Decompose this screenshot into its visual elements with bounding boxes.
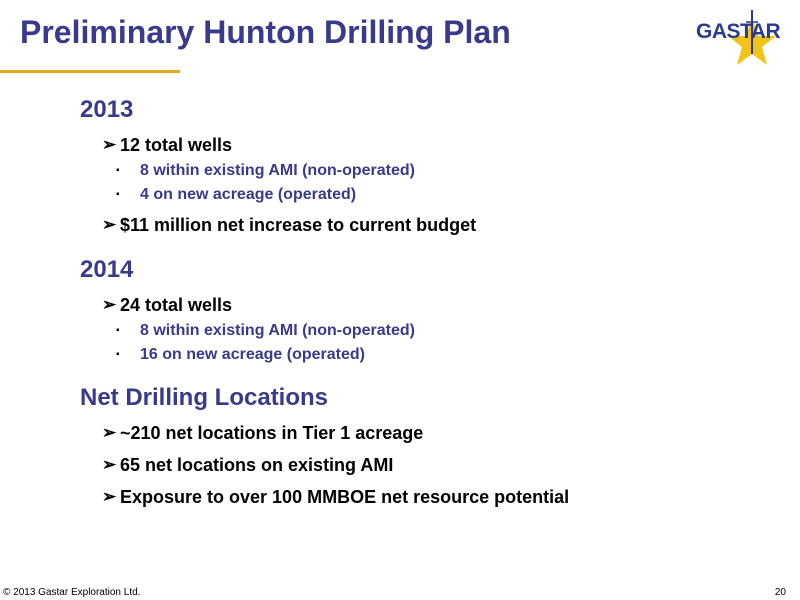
bullet-item — [102, 132, 780, 158]
bullet-item — [102, 212, 780, 238]
section-2014 — [80, 256, 780, 366]
title-underline — [0, 70, 180, 73]
sub-bullet-text: 4 on new acreage (operated) — [140, 186, 357, 203]
bullet-text: $11 million net increase to current budget — [120, 215, 477, 235]
bullet-item — [102, 292, 780, 318]
sub-bullet-item — [116, 320, 780, 342]
bullet-text: 24 total wells — [120, 295, 233, 315]
footer-copyright: © 2013 Gastar Exploration Ltd. — [3, 587, 141, 598]
arrow-bullet-icon: ➢ — [102, 215, 117, 234]
square-bullet-icon: ▪ — [116, 165, 120, 176]
bullet-item — [102, 484, 780, 510]
page-number: 20 — [774, 587, 786, 598]
section-heading: 2013 — [80, 96, 134, 123]
logo-text: GASTAR — [696, 20, 781, 43]
sub-bullet-text: 8 within existing AMI (non-operated) — [140, 322, 415, 339]
bullet-text: 65 net locations on existing AMI — [120, 455, 394, 475]
bullet-text: ~210 net locations in Tier 1 acreage — [120, 423, 424, 443]
sub-bullet-item — [116, 160, 780, 182]
square-bullet-icon: ▪ — [116, 189, 120, 200]
arrow-bullet-icon: ➢ — [102, 487, 117, 506]
arrow-bullet-icon: ➢ — [102, 455, 117, 474]
section-2013 — [80, 96, 780, 238]
bullet-item — [102, 452, 780, 478]
bullet-text: Exposure to over 100 MMBOE net resource potential — [120, 487, 570, 507]
arrow-bullet-icon: ➢ — [102, 295, 117, 314]
sub-bullet-text: 8 within existing AMI (non-operated) — [140, 162, 415, 179]
section-net-drilling-locations — [80, 384, 780, 510]
slide-body — [80, 96, 780, 516]
arrow-bullet-icon: ➢ — [102, 423, 117, 442]
sub-bullet-item — [116, 344, 780, 366]
square-bullet-icon: ▪ — [116, 325, 120, 336]
sub-bullet-text: 16 on new acreage (operated) — [140, 346, 365, 363]
bullet-text: 12 total wells — [120, 135, 233, 155]
arrow-bullet-icon: ➢ — [102, 135, 117, 154]
bullet-item — [102, 420, 780, 446]
square-bullet-icon: ▪ — [116, 349, 120, 360]
sub-bullet-item — [116, 184, 780, 206]
slide-title: Preliminary Hunton Drilling Plan — [20, 14, 511, 50]
section-heading: Net Drilling Locations — [80, 384, 329, 411]
gastar-logo — [694, 8, 794, 68]
section-heading: 2014 — [80, 256, 134, 283]
